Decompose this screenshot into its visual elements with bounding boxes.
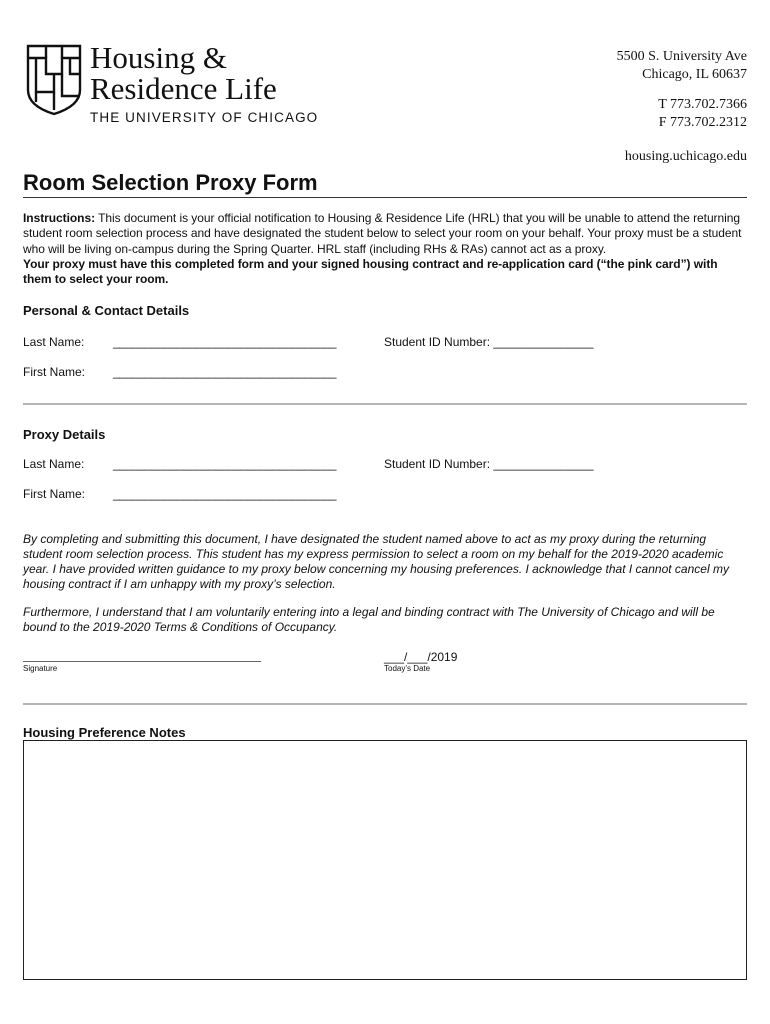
address-line-1: 5500 S. University Ave xyxy=(616,49,747,64)
brand-line-2: Residence Life xyxy=(90,71,277,106)
university-name: THE UNIVERSITY OF CHICAGO xyxy=(90,110,319,125)
signature-label: Signature xyxy=(23,664,58,673)
fax-number: F 773.702.2312 xyxy=(658,115,747,130)
personal-details-heading: Personal & Contact Details xyxy=(23,303,190,318)
uchicago-shield-logo xyxy=(26,44,82,116)
agreement-paragraph-1: By completing and submitting this document, I have designated the student named above to act as my proxy during the returning student room selection process. This student has my express permission to select a room on my behalf for the 2019-2020 academic year. I have provided written guidance to my proxy below concerning my housing preferences. I acknowledge that I cannot cancel my housing contract if I am unhappy with my proxy’s selection. xyxy=(23,532,729,591)
title-divider xyxy=(23,197,747,198)
housing-notes-heading: Housing Preference Notes xyxy=(23,725,186,740)
date-field[interactable]: ___/___/2019 xyxy=(384,650,458,664)
proxy-last-name-field[interactable]: ___________________________________ xyxy=(113,457,337,471)
brand-line-1: Housing & xyxy=(90,40,227,75)
proxy-student-id-field[interactable]: Student ID Number: _______________ xyxy=(384,457,594,471)
personal-first-name-label: First Name: xyxy=(23,365,86,379)
personal-student-id-field[interactable]: Student ID Number: _______________ xyxy=(384,335,594,349)
address-line-2: Chicago, IL 60637 xyxy=(642,67,747,82)
personal-first-name-field[interactable]: ___________________________________ xyxy=(113,365,337,379)
instructions xyxy=(23,211,743,287)
phone-number: T 773.702.7366 xyxy=(658,97,747,112)
section-divider xyxy=(23,403,747,405)
housing-notes-box[interactable] xyxy=(23,740,747,980)
instructions-bold-line: Your proxy must have this completed form and your signed housing contract and re-application card (“the pink card”) with them to select your room. xyxy=(23,256,718,287)
proxy-first-name-field[interactable]: ___________________________________ xyxy=(113,487,337,501)
website-link[interactable]: housing.uchicago.edu xyxy=(624,149,747,164)
section-divider xyxy=(23,703,747,705)
contact-block xyxy=(617,48,747,166)
proxy-first-name-label: First Name: xyxy=(23,487,86,501)
signature-line[interactable] xyxy=(23,661,261,662)
instructions-label: Instructions: xyxy=(23,211,96,225)
personal-last-name-field[interactable]: ___________________________________ xyxy=(113,335,337,349)
proxy-last-name-label: Last Name: xyxy=(23,457,85,471)
personal-last-name-label: Last Name: xyxy=(23,335,85,349)
agreement-paragraph-2: Furthermore, I understand that I am voluntarily entering into a legal and binding contract with The University of Chicago and will be bound to the 2019-2020 Terms & Conditions of Occupancy. xyxy=(23,605,715,634)
instructions-body: This document is your official notification to Housing & Residence Life (HRL) that you will be unable to attend the returning student room selection process and have designated the student below to select your room on your behalf. Your proxy must be a student who will be living on-campus during the Spring Quarter. HRL staff (including RHs & RAs) cannot act as a proxy. xyxy=(23,211,742,256)
form-title: Room Selection Proxy Form xyxy=(23,170,318,195)
proxy-details-heading: Proxy Details xyxy=(23,427,106,442)
brand-wordmark xyxy=(90,42,318,125)
date-label: Today’s Date xyxy=(384,664,431,673)
